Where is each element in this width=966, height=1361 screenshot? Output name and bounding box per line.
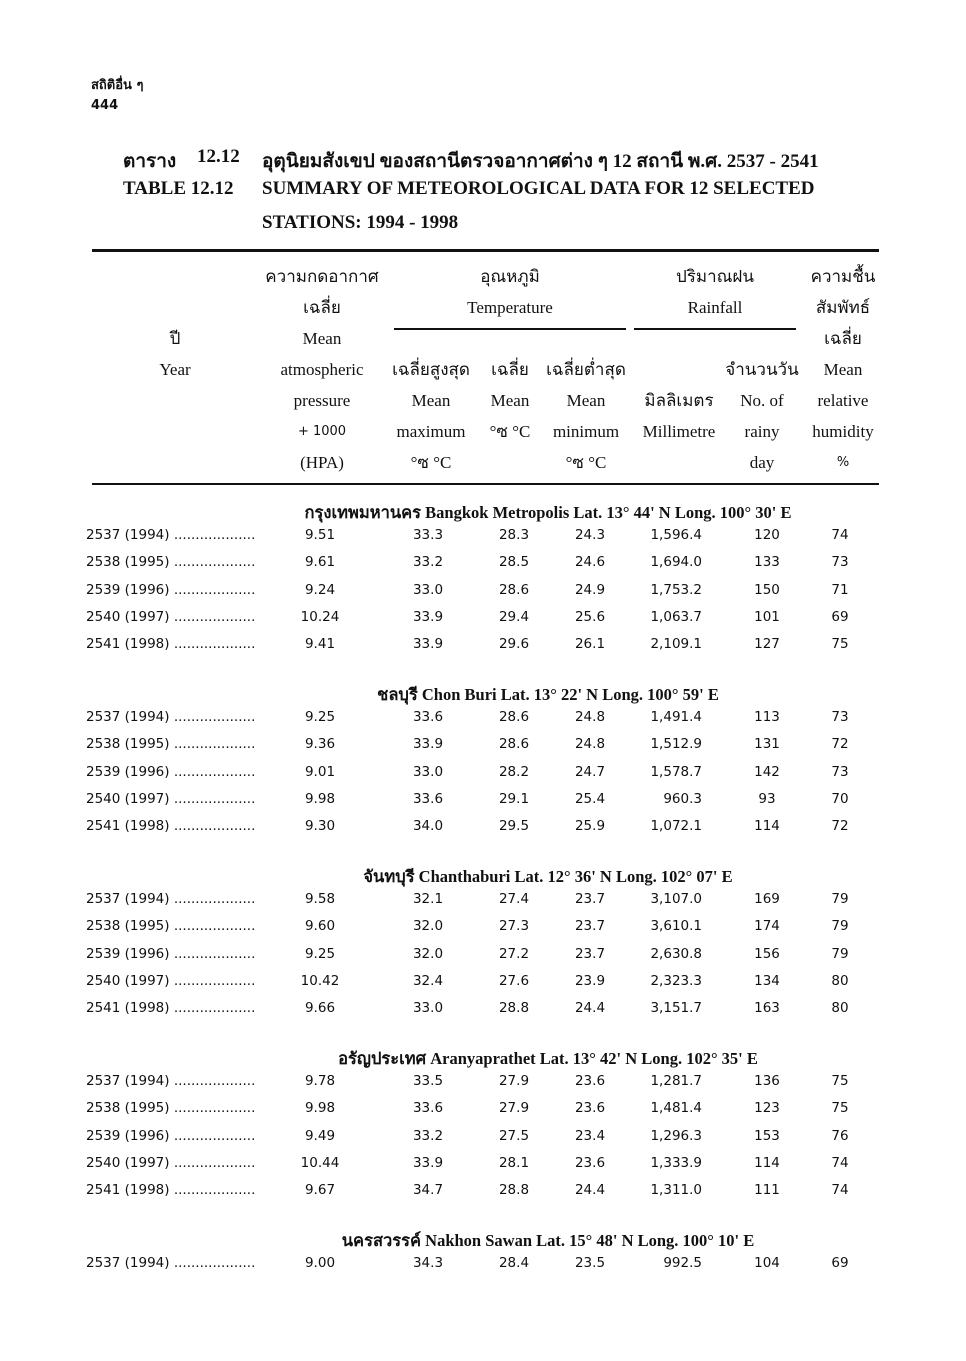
- year-cell: 2538 (1995) ...................: [86, 736, 256, 753]
- station-name: นครสวรรค์ Nakhon Sawan Lat. 15° 48' N Long. 100° 10' E: [341, 1231, 755, 1250]
- header-temp-max-en-2: maximum: [396, 422, 466, 441]
- temp-max-cell: 33.9: [412, 1154, 444, 1171]
- rain-days-cell: 142: [754, 763, 780, 780]
- pressure-cell: 9.51: [304, 527, 336, 543]
- table-row: [0, 1073, 966, 1100]
- temp-max-cell: 32.0: [412, 918, 444, 935]
- temp-max-cell: 33.5: [412, 1073, 444, 1089]
- rain-mm-cell: 3,107.0: [650, 891, 702, 907]
- temp-mean-cell: 27.3: [498, 918, 530, 935]
- temp-max-cell: 33.9: [412, 636, 444, 653]
- year-cell: 2537 (1994) ...................: [86, 709, 256, 725]
- header-pressure-en-3: pressure: [293, 391, 351, 410]
- temp-min-cell: 23.7: [574, 918, 606, 935]
- humidity-cell: 79: [831, 918, 849, 935]
- header-temperature-en: Temperature: [467, 298, 553, 317]
- header-humidity-unit: %: [836, 455, 850, 470]
- table-row: [0, 527, 966, 554]
- temp-mean-cell: 27.6: [498, 972, 530, 989]
- temp-mean-cell: 28.2: [498, 763, 530, 780]
- header-temp-max: [388, 354, 474, 478]
- pressure-cell: 10.24: [300, 608, 340, 625]
- temp-min-cell: 24.9: [574, 581, 606, 598]
- humidity-cell: 72: [831, 736, 849, 753]
- temp-max-cell: 33.9: [412, 608, 444, 625]
- temp-mean-cell: 28.8: [498, 1000, 530, 1017]
- pressure-cell: 9.00: [304, 1255, 336, 1271]
- header-humidity: [802, 261, 884, 478]
- station-heading: [130, 500, 966, 526]
- humidity-cell: 80: [831, 1000, 849, 1017]
- table-row: [0, 582, 966, 609]
- rain-mm-cell: 2,630.8: [650, 945, 702, 962]
- header-humidity-en-1: Mean: [823, 360, 863, 379]
- rain-days-cell: 174: [754, 918, 780, 935]
- temp-max-cell: 33.0: [412, 1000, 444, 1017]
- year-cell: 2537 (1994) ...................: [86, 891, 256, 907]
- table-row: [0, 1155, 966, 1182]
- pressure-cell: 9.49: [304, 1127, 336, 1144]
- temp-max-cell: 34.3: [412, 1255, 444, 1271]
- pressure-cell: 9.58: [304, 891, 336, 907]
- table-row: [0, 554, 966, 581]
- header-pressure-en-4: + 1000: [297, 424, 347, 439]
- humidity-cell: 79: [831, 891, 849, 907]
- rain-mm-cell: 1,596.4: [650, 527, 702, 543]
- temp-min-cell: 23.7: [574, 891, 606, 907]
- rain-mm-cell: 1,311.0: [650, 1182, 702, 1199]
- temp-min-cell: 23.6: [574, 1073, 606, 1089]
- temp-max-cell: 34.0: [412, 818, 444, 835]
- temp-max-cell: 33.6: [412, 790, 444, 807]
- year-cell: 2538 (1995) ...................: [86, 554, 256, 571]
- humidity-cell: 69: [831, 1255, 849, 1271]
- rain-days-cell: 113: [754, 709, 780, 725]
- temp-min-cell: 25.4: [574, 790, 606, 807]
- temp-min-cell: 24.4: [574, 1182, 606, 1199]
- rain-days-cell: 93: [758, 790, 776, 807]
- temp-min-cell: 24.8: [574, 736, 606, 753]
- header-humidity-th-1: ความชื้น: [810, 267, 876, 286]
- page-number: 444: [91, 98, 119, 113]
- header-temp-mean: [480, 354, 540, 447]
- header-bottom-rule: [92, 483, 879, 485]
- temp-max-cell: 32.0: [412, 945, 444, 962]
- humidity-cell: 75: [831, 636, 849, 653]
- title-thai-label: ตาราง: [123, 151, 177, 172]
- header-temp-mean-th: เฉลี่ย: [491, 360, 529, 379]
- rain-days-cell: 169: [754, 891, 780, 907]
- header-temp-min: [544, 354, 628, 478]
- rain-mm-cell: 2,109.1: [650, 636, 702, 653]
- header-temp-max-th: เฉลี่ยสูงสุด: [392, 360, 470, 379]
- rain-days-cell: 136: [754, 1073, 780, 1089]
- year-cell: 2541 (1998) ...................: [86, 636, 256, 653]
- rain-mm-cell: 2,323.3: [650, 972, 702, 989]
- station-heading: [130, 864, 966, 890]
- header-temp-max-en-1: Mean: [411, 391, 451, 410]
- table-row: [0, 918, 966, 945]
- rain-mm-cell: 3,610.1: [650, 918, 702, 935]
- rain-days-cell: 156: [754, 945, 780, 962]
- temp-min-cell: 24.8: [574, 709, 606, 725]
- temp-max-cell: 32.4: [412, 972, 444, 989]
- temp-mean-cell: 29.4: [498, 608, 530, 625]
- temp-max-cell: 33.9: [412, 736, 444, 753]
- temp-max-cell: 33.2: [412, 554, 444, 571]
- table-row: [0, 1182, 966, 1209]
- temp-min-cell: 23.6: [574, 1154, 606, 1171]
- station-heading: [130, 1228, 966, 1254]
- header-temp-min-en-1: Mean: [566, 391, 606, 410]
- title-en-text-1: SUMMARY OF METEOROLOGICAL DATA FOR 12 SELECTED: [262, 178, 815, 199]
- humidity-cell: 80: [831, 972, 849, 989]
- header-rainfall-en: Rainfall: [687, 298, 743, 317]
- rain-mm-cell: 3,151.7: [650, 1000, 702, 1017]
- header-rain-days-en-3: day: [749, 453, 775, 472]
- header-rain-mm-en: Millimetre: [642, 422, 716, 441]
- rain-days-cell: 101: [754, 608, 780, 625]
- pressure-cell: 9.01: [304, 763, 336, 780]
- rain-days-cell: 163: [754, 1000, 780, 1017]
- temp-min-cell: 24.6: [574, 554, 606, 571]
- humidity-cell: 79: [831, 945, 849, 962]
- rain-days-cell: 114: [754, 818, 780, 835]
- pressure-cell: 9.98: [304, 1100, 336, 1117]
- humidity-cell: 73: [831, 709, 849, 725]
- rain-mm-cell: 1,753.2: [650, 581, 702, 598]
- rain-days-cell: 127: [754, 636, 780, 653]
- year-cell: 2537 (1994) ...................: [86, 527, 256, 543]
- rain-mm-cell: 1,063.7: [650, 608, 702, 625]
- year-cell: 2540 (1997) ...................: [86, 790, 256, 807]
- rain-mm-cell: 1,296.3: [650, 1127, 702, 1144]
- temp-min-cell: 23.6: [574, 1100, 606, 1117]
- temp-min-cell: 23.4: [574, 1127, 606, 1144]
- humidity-cell: 74: [831, 1182, 849, 1199]
- temp-min-cell: 23.9: [574, 972, 606, 989]
- header-humidity-th-2: สัมพัทธ์: [815, 298, 871, 317]
- pressure-cell: 9.60: [304, 918, 336, 935]
- rain-days-cell: 114: [754, 1154, 780, 1171]
- header-rain-mm: [634, 385, 724, 447]
- temp-min-cell: 23.5: [574, 1255, 606, 1271]
- temp-mean-cell: 28.3: [498, 527, 530, 543]
- rain-mm-cell: 1,481.4: [650, 1100, 702, 1117]
- humidity-cell: 74: [831, 527, 849, 543]
- rain-days-cell: 123: [754, 1100, 780, 1117]
- station-heading: [130, 1046, 966, 1072]
- title-en-label: TABLE 12.12: [123, 178, 234, 199]
- header-temp-mean-en: Mean: [490, 391, 530, 410]
- year-cell: 2538 (1995) ...................: [86, 1100, 256, 1117]
- temp-max-cell: 32.1: [412, 891, 444, 907]
- title-number: 12.12: [197, 146, 240, 167]
- year-cell: 2538 (1995) ...................: [86, 918, 256, 935]
- temp-min-cell: 25.9: [574, 818, 606, 835]
- table-row: [0, 946, 966, 973]
- humidity-cell: 75: [831, 1073, 849, 1089]
- pressure-cell: 9.25: [304, 709, 336, 725]
- humidity-cell: 70: [831, 790, 849, 807]
- humidity-cell: 69: [831, 608, 849, 625]
- rain-mm-cell: 1,281.7: [650, 1073, 702, 1089]
- pressure-cell: 9.25: [304, 945, 336, 962]
- pressure-cell: 10.42: [300, 972, 340, 989]
- temp-mean-cell: 28.8: [498, 1182, 530, 1199]
- year-cell: 2539 (1996) ...................: [86, 763, 256, 780]
- header-rainfall: [634, 261, 796, 323]
- temp-mean-cell: 29.6: [498, 636, 530, 653]
- temp-max-cell: 33.3: [412, 527, 444, 543]
- station-heading: [130, 682, 966, 708]
- table-row: [0, 764, 966, 791]
- pressure-cell: 9.67: [304, 1182, 336, 1199]
- temp-mean-cell: 27.2: [498, 945, 530, 962]
- rain-mm-cell: 1,578.7: [650, 763, 702, 780]
- header-humidity-th-3: เฉลี่ย: [824, 329, 862, 348]
- temp-mean-cell: 29.5: [498, 818, 530, 835]
- header-temp-min-en-2: minimum: [552, 422, 620, 441]
- table-top-rule: [92, 249, 879, 252]
- header-rain-days: [724, 354, 800, 478]
- table-row: [0, 791, 966, 818]
- humidity-cell: 75: [831, 1100, 849, 1117]
- rain-days-cell: 120: [754, 527, 780, 543]
- temp-mean-cell: 28.1: [498, 1154, 530, 1171]
- temp-mean-cell: 28.4: [498, 1255, 530, 1271]
- year-cell: 2537 (1994) ...................: [86, 1073, 256, 1089]
- humidity-cell: 73: [831, 763, 849, 780]
- header-pressure-th-1: ความกดอากาศ: [265, 267, 379, 286]
- rain-days-cell: 153: [754, 1127, 780, 1144]
- temp-max-cell: 33.2: [412, 1127, 444, 1144]
- rain-days-cell: 131: [754, 736, 780, 753]
- year-cell: 2537 (1994) ...................: [86, 1255, 256, 1271]
- temp-mean-cell: 28.6: [498, 709, 530, 725]
- rainfall-span-rule: [634, 328, 796, 330]
- station-name: ชลบุรี Chon Buri Lat. 13° 22' N Long. 100° 59' E: [377, 685, 719, 704]
- rain-mm-cell: 1,072.1: [650, 818, 702, 835]
- header-temp-min-unit: °ซ °C: [565, 453, 607, 472]
- header-rain-days-en-1: No. of: [740, 391, 784, 410]
- temp-max-cell: 33.0: [412, 581, 444, 598]
- humidity-cell: 74: [831, 1154, 849, 1171]
- humidity-cell: 76: [831, 1127, 849, 1144]
- pressure-cell: 9.41: [304, 636, 336, 653]
- rain-days-cell: 150: [754, 581, 780, 598]
- header-pressure-en-5: (HPA): [300, 453, 344, 472]
- temp-max-cell: 33.0: [412, 763, 444, 780]
- year-cell: 2541 (1998) ...................: [86, 1000, 256, 1017]
- header-pressure-en-2: atmospheric: [280, 360, 364, 379]
- temp-mean-cell: 27.4: [498, 891, 530, 907]
- rain-mm-cell: 1,512.9: [650, 736, 702, 753]
- pressure-cell: 9.66: [304, 1000, 336, 1017]
- year-cell: 2539 (1996) ...................: [86, 945, 256, 962]
- header-pressure-th-2: เฉลี่ย: [303, 298, 341, 317]
- header-year-th: ปี: [169, 329, 181, 348]
- year-cell: 2541 (1998) ...................: [86, 818, 256, 835]
- title-thai-text: อุตุนิยมสังเขป ของสถานีตรวจอากาศต่าง ๆ 12 สถานี พ.ศ. 2537 - 2541: [262, 151, 819, 172]
- temp-mean-cell: 27.9: [498, 1100, 530, 1117]
- section-name: สถิติอื่น ๆ: [91, 78, 144, 93]
- header-pressure-en-1: Mean: [302, 329, 342, 348]
- temp-min-cell: 25.6: [574, 608, 606, 625]
- title-en-text-2: STATIONS: 1994 - 1998: [262, 212, 459, 233]
- running-head: [91, 76, 143, 116]
- year-cell: 2539 (1996) ...................: [86, 581, 256, 598]
- rain-mm-cell: 1,333.9: [650, 1154, 702, 1171]
- rain-days-cell: 133: [754, 554, 780, 571]
- table-row: [0, 973, 966, 1000]
- temp-min-cell: 24.3: [574, 527, 606, 543]
- table-row: [0, 818, 966, 845]
- year-cell: 2539 (1996) ...................: [86, 1127, 256, 1144]
- table-row: [0, 709, 966, 736]
- header-temp-min-th: เฉลี่ยต่ำสุด: [546, 360, 626, 379]
- table-row: [0, 1100, 966, 1127]
- year-cell: 2540 (1997) ...................: [86, 1154, 256, 1171]
- header-temperature: [394, 261, 626, 323]
- pressure-cell: 9.98: [304, 790, 336, 807]
- pressure-cell: 9.30: [304, 818, 336, 835]
- rain-days-cell: 111: [754, 1182, 780, 1199]
- header-rain-mm-th: มิลลิเมตร: [644, 391, 714, 410]
- temp-mean-cell: 29.1: [498, 790, 530, 807]
- temperature-span-rule: [394, 328, 626, 330]
- header-temp-mean-unit: °ซ °C: [489, 422, 531, 441]
- temp-mean-cell: 28.6: [498, 736, 530, 753]
- pressure-cell: 9.36: [304, 736, 336, 753]
- temp-min-cell: 24.7: [574, 763, 606, 780]
- temp-max-cell: 33.6: [412, 709, 444, 725]
- temp-max-cell: 33.6: [412, 1100, 444, 1117]
- table-row: [0, 609, 966, 636]
- table-row: [0, 736, 966, 763]
- rain-mm-cell: 1,694.0: [650, 554, 702, 571]
- temp-mean-cell: 27.9: [498, 1073, 530, 1089]
- temp-min-cell: 24.4: [574, 1000, 606, 1017]
- header-rain-days-en-2: rainy: [744, 422, 780, 441]
- header-temperature-th: อุณหภูมิ: [480, 267, 540, 286]
- table-row: [0, 1255, 966, 1282]
- header-humidity-en-2: relative: [817, 391, 869, 410]
- humidity-cell: 72: [831, 818, 849, 835]
- table-row: [0, 891, 966, 918]
- humidity-cell: 73: [831, 554, 849, 571]
- rain-mm-cell: 1,491.4: [650, 709, 702, 725]
- temp-mean-cell: 28.6: [498, 581, 530, 598]
- rain-mm-cell: 992.5: [663, 1255, 702, 1271]
- year-cell: 2540 (1997) ...................: [86, 972, 256, 989]
- year-cell: 2540 (1997) ...................: [86, 608, 256, 625]
- header-rain-days-th: จำนวนวัน: [725, 360, 799, 379]
- pressure-cell: 9.78: [304, 1073, 336, 1089]
- rain-days-cell: 134: [754, 972, 780, 989]
- humidity-cell: 71: [831, 581, 849, 598]
- header-temp-max-unit: °ซ °C: [410, 453, 452, 472]
- header-pressure: [262, 261, 382, 478]
- station-name: กรุงเทพมหานคร Bangkok Metropolis Lat. 13° 44' N Long. 100° 30' E: [304, 503, 792, 522]
- pressure-cell: 9.24: [304, 581, 336, 598]
- year-cell: 2541 (1998) ...................: [86, 1182, 256, 1199]
- pressure-cell: 10.44: [300, 1154, 340, 1171]
- temp-min-cell: 26.1: [574, 636, 606, 653]
- temp-min-cell: 23.7: [574, 945, 606, 962]
- rain-mm-cell: 960.3: [663, 790, 702, 807]
- header-year-en: Year: [159, 360, 191, 379]
- station-name: อรัญประเทศ Aranyaprathet Lat. 13° 42' N Long. 102° 35' E: [338, 1049, 758, 1068]
- header-rainfall-th: ปริมาณฝน: [675, 267, 755, 286]
- temp-mean-cell: 27.5: [498, 1127, 530, 1144]
- header-year: [130, 323, 220, 385]
- header-humidity-en-3: humidity: [812, 422, 874, 441]
- rain-days-cell: 104: [754, 1255, 780, 1271]
- temp-max-cell: 34.7: [412, 1182, 444, 1199]
- pressure-cell: 9.61: [304, 554, 336, 571]
- station-name: จันทบุรี Chanthaburi Lat. 12° 36' N Long. 102° 07' E: [363, 867, 733, 886]
- temp-mean-cell: 28.5: [498, 554, 530, 571]
- table-row: [0, 1128, 966, 1155]
- table-row: [0, 636, 966, 663]
- table-row: [0, 1000, 966, 1027]
